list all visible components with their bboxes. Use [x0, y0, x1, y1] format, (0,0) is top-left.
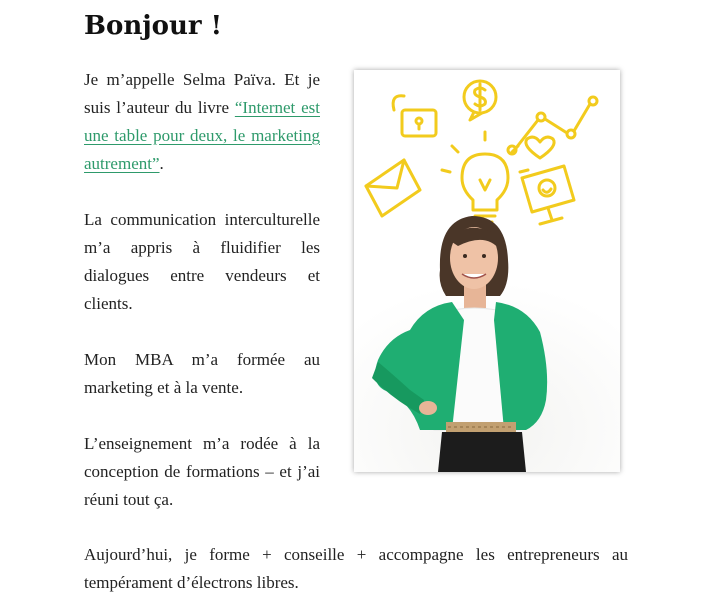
intro-paragraph [84, 66, 320, 178]
dollar-bubble-doodle-icon [464, 81, 496, 120]
bio-paragraph: Mon MBA m’a formée au marketing et à la vente. [84, 350, 320, 397]
closing-paragraph: Aujourd’hui, je forme + conseille + accompagne les entrepreneurs au tempérament d’électrons libres. [84, 545, 628, 592]
intro-text: Je m’appelle Selma Païva. Et je suis l’auteur du livre [84, 70, 320, 117]
padlock-doodle-icon [393, 96, 436, 136]
bio-text-column [84, 66, 320, 514]
bio-paragraph: L’enseignement m’a rodée à la conception de formations – et j’ai réuni tout ça. [84, 434, 320, 509]
book-link[interactable]: “Internet est une table pour deux, le marketing autrement” [84, 98, 320, 173]
marketing-doodles [366, 81, 597, 224]
monitor-smiley-doodle-icon [522, 166, 574, 224]
lightbulb-doodle-icon [462, 154, 508, 222]
intro-text-end: . [159, 154, 164, 173]
page-heading: Bonjour ! [84, 11, 223, 41]
bio-paragraph: La communication interculturelle m’a appris à fluidifier les dialogues entre vendeurs et clients. [84, 210, 320, 313]
chart-heart-doodle-icon [508, 97, 597, 158]
envelope-doodle-icon [366, 160, 420, 216]
portrait-photo [354, 70, 620, 472]
portrait-illustration [354, 70, 620, 472]
